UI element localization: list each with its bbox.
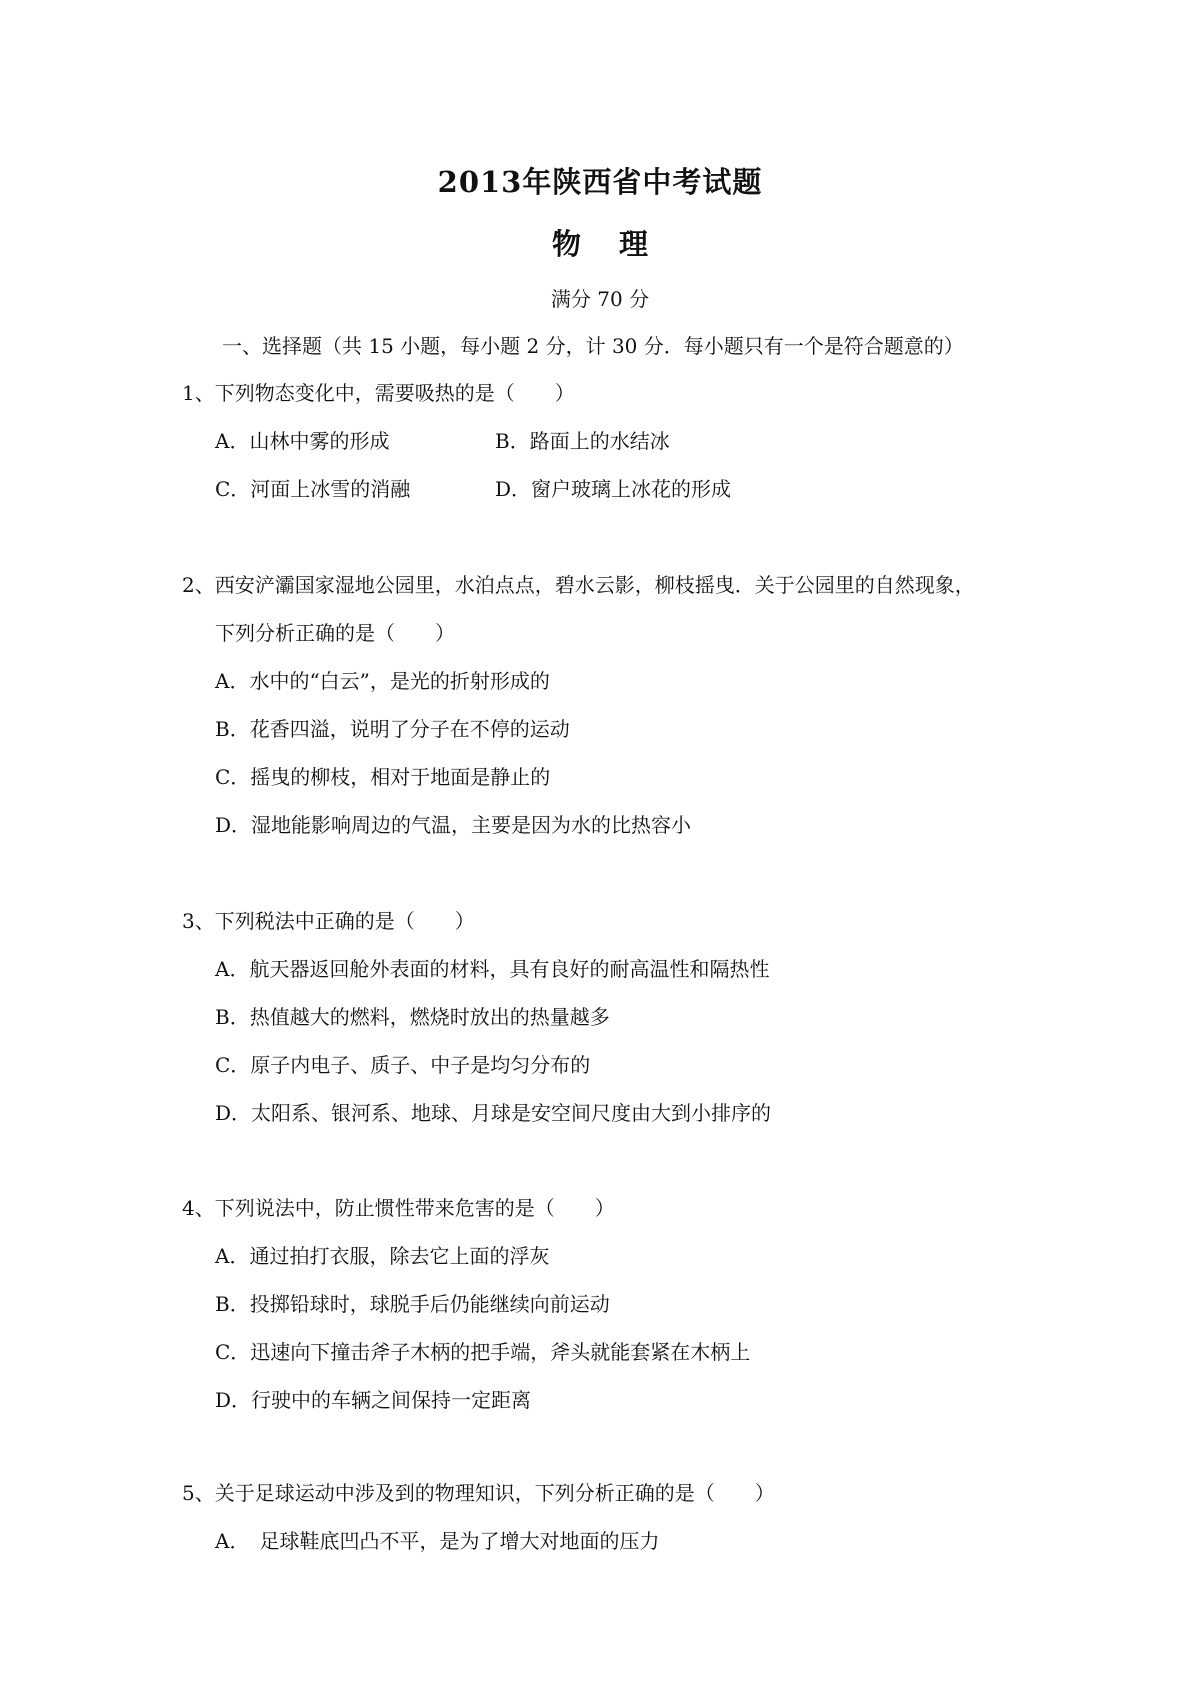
question-3-option-b: B．热值越大的燃料，燃烧时放出的热量越多 (215, 1005, 610, 1029)
question-1-option-c: C．河面上冰雪的消融 (215, 477, 411, 501)
question-1-option-d: D．窗户玻璃上冰花的形成 (495, 477, 732, 501)
question-4-option-a: A．通过拍打衣服，除去它上面的浮灰 (215, 1244, 550, 1268)
question-2-option-b: B．花香四溢，说明了分子在不停的运动 (215, 717, 570, 741)
section-heading: 一、选择题（共 15 小题，每小题 2 分，计 30 分．每小题只有一个是符合题意的） (222, 334, 964, 358)
question-4-option-c: C．迅速向下撞击斧子木柄的把手端，斧头就能套紧在木柄上 (215, 1340, 751, 1364)
question-5-option-a: A． 足球鞋底凹凸不平，是为了增大对地面的压力 (215, 1529, 660, 1553)
question-5-stem: 5、关于足球运动中涉及到的物理知识，下列分析正确的是（ ） (182, 1481, 775, 1505)
question-1-option-a: A．山林中雾的形成 (215, 429, 390, 453)
question-4-option-b: B．投掷铅球时，球脱手后仍能继续向前运动 (215, 1292, 610, 1316)
question-1-option-b: B．路面上的水结冰 (495, 429, 670, 453)
question-2-stem-cont: 下列分析正确的是（ ） (215, 621, 455, 645)
subject-title: 物理 (551, 227, 686, 261)
question-3-option-c: C．原子内电子、质子、中子是均匀分布的 (215, 1053, 591, 1077)
question-2-option-d: D．湿地能影响周边的气温，主要是因为水的比热容小 (215, 813, 692, 837)
question-2-option-a: A．水中的“白云”，是光的折射形成的 (215, 669, 550, 693)
question-4-option-d: D．行驶中的车辆之间保持一定距离 (215, 1388, 532, 1412)
question-3-option-d: D．太阳系、银河系、地球、月球是安空间尺度由大到小排序的 (215, 1101, 772, 1125)
question-1-stem: 1、下列物态变化中，需要吸热的是（ ） (182, 381, 575, 405)
question-4-stem: 4、下列说法中，防止惯性带来危害的是（ ） (182, 1196, 615, 1220)
question-2-option-c: C．摇曳的柳枝，相对于地面是静止的 (215, 765, 551, 789)
question-3-option-a: A．航天器返回舱外表面的材料，具有良好的耐高温性和隔热性 (215, 957, 770, 981)
full-score: 满分 70 分 (550, 287, 650, 311)
question-2-stem: 2、西安浐灞国家湿地公园里，水泊点点，碧水云影，柳枝摇曳．关于公园里的自然现象， (182, 573, 975, 597)
question-3-stem: 3、下列税法中正确的是（ ） (182, 909, 475, 933)
exam-title: 2013年陕西省中考试题 (437, 165, 763, 199)
